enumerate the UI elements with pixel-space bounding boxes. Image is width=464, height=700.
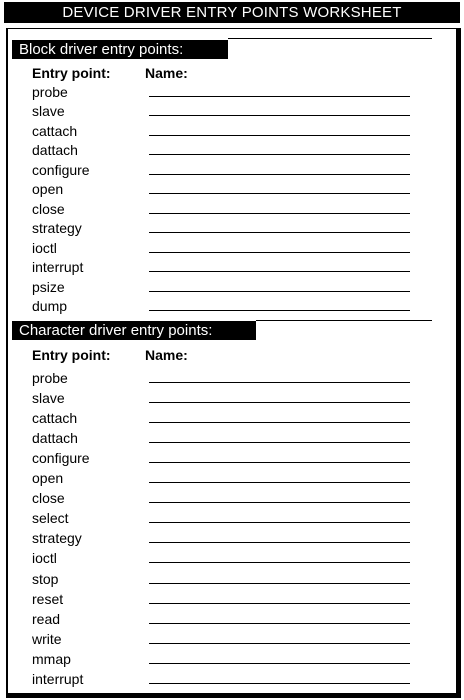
entry-point-label: strategy (32, 530, 82, 547)
entry-point-label: dattach (32, 142, 78, 159)
name-blank-line (149, 271, 410, 272)
name-blank-line (149, 522, 410, 523)
name-blank-line (149, 252, 410, 253)
name-blank-line (149, 213, 410, 214)
entry-point-label: close (32, 490, 65, 507)
entry-point-label: close (32, 200, 65, 217)
entry-point-label: configure (32, 450, 90, 467)
char-section-header: Character driver entry points: (12, 321, 256, 340)
name-blank-line (149, 232, 410, 233)
name-blank-line (149, 482, 410, 483)
name-blank-line (149, 643, 410, 644)
entry-point-label: reset (32, 590, 64, 607)
worksheet-title: DEVICE DRIVER ENTRY POINTS WORKSHEET (4, 2, 460, 23)
entry-point-label: interrupt (32, 670, 84, 687)
name-blank-line (149, 135, 410, 136)
name-blank-line (149, 310, 410, 311)
entry-point-label: open (32, 470, 64, 487)
entry-point-label: write (32, 630, 62, 647)
name-blank-line (149, 422, 410, 423)
entry-point-label: interrupt (32, 259, 84, 276)
entry-point-label: cattach (32, 410, 78, 427)
entry-point-label: ioctl (32, 550, 57, 567)
name-blank-line (149, 603, 410, 604)
name-blank-line (149, 115, 410, 116)
entry-point-label: ioctl (32, 239, 57, 256)
entry-point-label: select (32, 510, 69, 527)
name-blank-line (149, 542, 410, 543)
name-blank-line (149, 154, 410, 155)
name-blank-line (149, 442, 410, 443)
char-name-heading: Name: (145, 347, 188, 363)
name-blank-line (149, 462, 410, 463)
entry-point-label: strategy (32, 220, 82, 237)
name-blank-line (149, 382, 410, 383)
entry-point-label: probe (32, 84, 68, 100)
name-blank-line (149, 174, 410, 175)
name-blank-line (149, 583, 410, 584)
entry-point-label: read (32, 610, 61, 627)
name-blank-line (149, 291, 410, 292)
name-blank-line (149, 96, 410, 97)
entry-point-label: dattach (32, 430, 78, 447)
block-name-heading: Name: (145, 65, 188, 81)
entry-point-label: stop (32, 570, 59, 587)
char-section-rule (256, 320, 432, 321)
name-blank-line (149, 683, 410, 684)
entry-point-label: slave (32, 390, 65, 407)
name-blank-line (149, 623, 410, 624)
entry-point-label: mmap (32, 650, 71, 667)
entry-point-label: cattach (32, 122, 78, 139)
name-blank-line (149, 502, 410, 503)
name-blank-line (149, 663, 410, 664)
entry-point-label: psize (32, 278, 65, 295)
entry-point-label: dump (32, 297, 68, 314)
entry-point-label: configure (32, 161, 90, 178)
name-blank-line (149, 562, 410, 563)
block-section-rule (228, 38, 432, 39)
char-entry-point-heading: Entry point: (32, 347, 111, 363)
entry-point-label: probe (32, 370, 68, 386)
name-blank-line (149, 193, 410, 194)
name-blank-line (149, 402, 410, 403)
block-entry-point-heading: Entry point: (32, 65, 111, 81)
entry-point-label: open (32, 181, 64, 198)
entry-point-label: slave (32, 103, 65, 120)
block-section-header: Block driver entry points: (12, 40, 228, 59)
